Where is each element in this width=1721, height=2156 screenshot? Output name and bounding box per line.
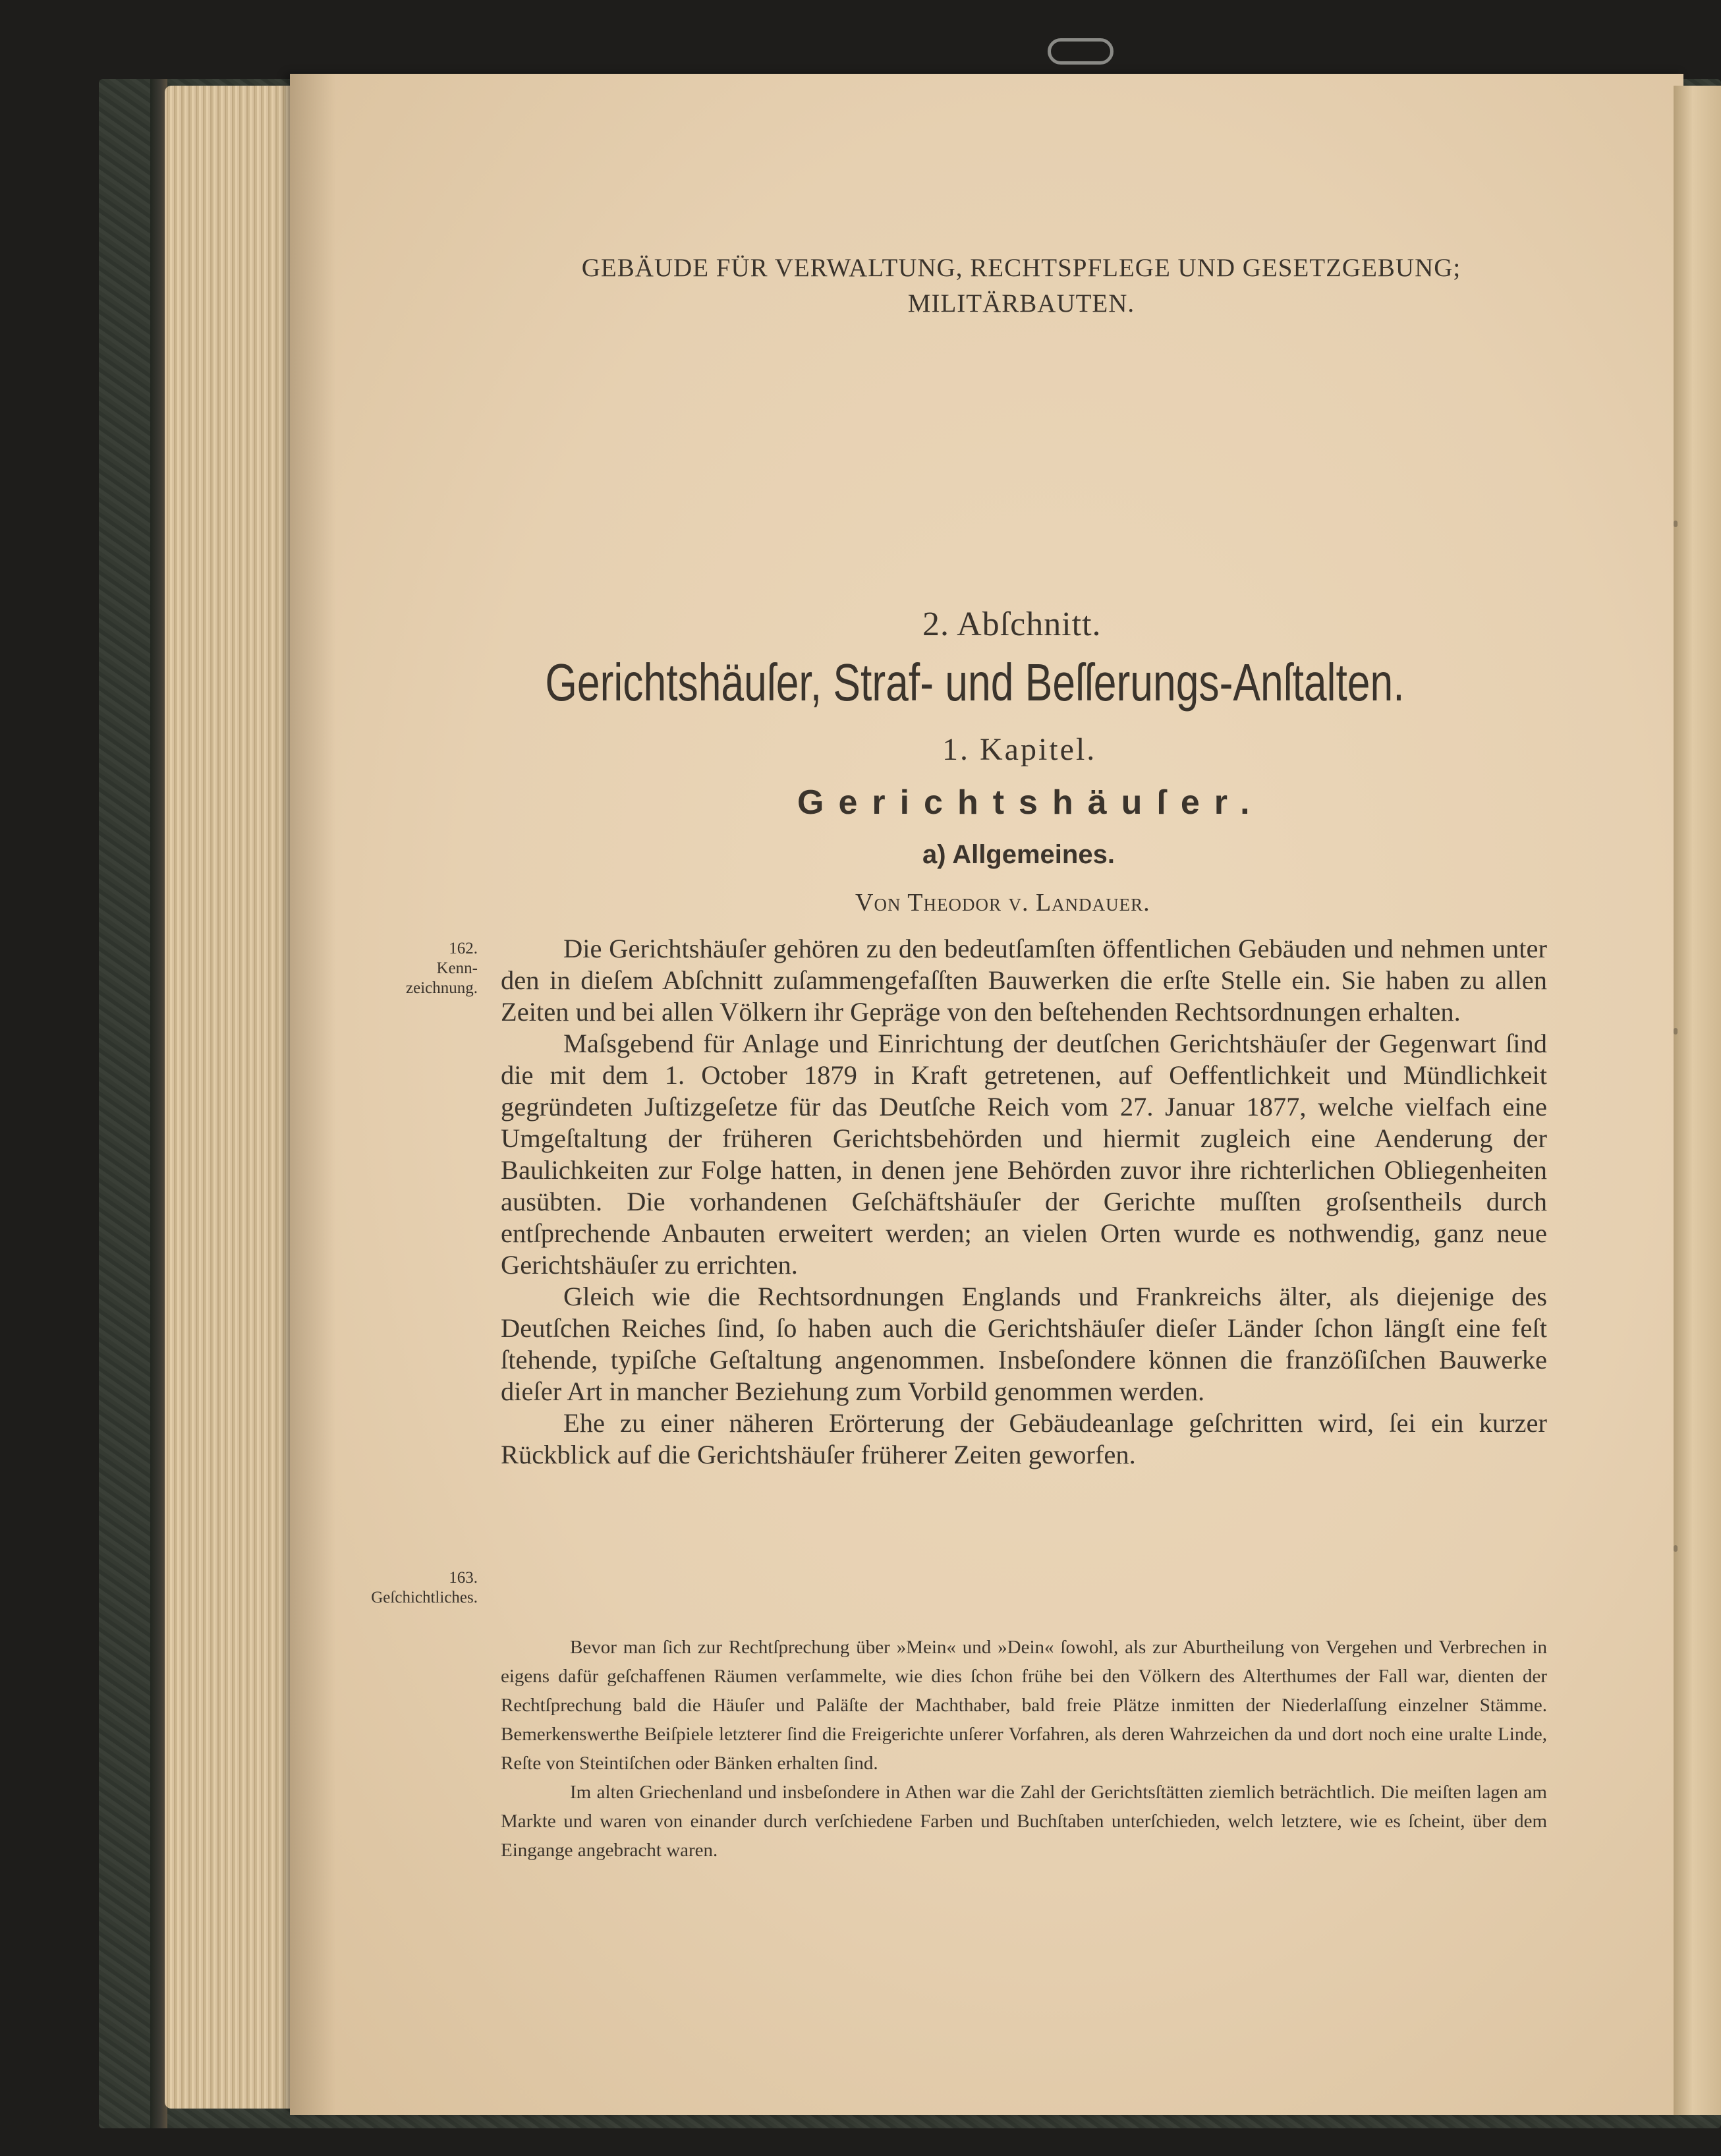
margin-note-number: 162. (449, 940, 478, 957)
page-tab-mark (1674, 1545, 1678, 1552)
body-paragraph: Maſsgebend für Anlage und Einrichtung der deutſchen Gerichtshäuſer der Gegenwart ſind die mit dem 1. October 1879 in Kraft getretenen, auf Oeffentlichkeit und Mündlichkeit gegründeten Juſtizgeſetze für das Deutſche Reich vom 27. Januar 1877, welche vielfach eine Umgeſtaltung der früheren Gerichtsbehörden und hiermit zugleich eine Aenderung der Baulichkeiten zur Folge hatten, in denen jene Behörden zuvor ihre richterlichen Obliegenheiten ausübten. Die vorhandenen Geſchäftshäuſer der Gerichte muſſten groſsentheils durch entſprechende Anbauten erweitert werden; an vielen Orten wurde es nothwendig, ganz neue Gerichtshäuſer zu errichten. (501, 1029, 1547, 1280)
margin-note-line: Kenn- (436, 959, 478, 977)
chapter-title: Gerichtshäuſer. (797, 783, 1264, 822)
margin-note-line: Geſchichtliches. (371, 1589, 478, 1606)
author-line: Von Theodor v. Landauer. (855, 889, 1150, 917)
section-title: Gerichtshäuſer, Straf- und Beſſerungs-Anſtalten. (545, 653, 1405, 712)
margin-note-162 (349, 939, 478, 998)
subsection-title: a) Allgemeines. (922, 840, 1115, 869)
header-line-2: MILITÄRBAUTEN. (907, 289, 1135, 318)
margin-note-163 (329, 1568, 478, 1608)
body-text (501, 933, 1547, 1471)
fine-print-text (501, 1633, 1547, 1865)
chapter-number: 1. Kapitel. (942, 732, 1097, 767)
margin-note-line: zeichnung. (406, 979, 478, 997)
fine-print-paragraph: Bevor man ſich zur Rechtſprechung über »Mein« und »Dein« ſowohl, als zur Aburtheilung von Vergehen und Verbrechen in eigens dafür geſchaffenen Räumen verſammelte, wie dies ſchon frühe bei den Völkern des Alterthumes der Fall war, dienten der Rechtſprechung bald die Häuſer und Paläſte der Machthaber, bald freie Plätze inmitten der Niederlaſſung einzelner Stämme. Bemerkenswerthe Beiſpiele letzterer ſind die Freigerichte unſerer Vorfahren, als deren Wahrzeichen da und dort noch eine uralte Linde, Reſte von Steintiſchen oder Bänken erhalten ſind. (501, 1637, 1547, 1774)
section-number: 2. Abſchnitt. (922, 606, 1102, 643)
page-tab-mark (1674, 521, 1678, 527)
body-paragraph: Gleich wie die Rechtsordnungen Englands und Frankreichs älter, als diejenige des Deutſchen Reiches ſind, ſo haben auch die Gerichtshäuſer dieſer Länder ſchon längſt eine feſt ſtehende, typiſche Geſtaltung angenommen. Insbeſondere können die franzöſiſchen Bauwerke dieſer Art in mancher Beziehung zum Vorbild genommen werden. (501, 1282, 1547, 1406)
fine-print-paragraph: Im alten Griechenland und insbeſondere in Athen war die Zahl der Gerichtsſtätten ziemlich beträchtlich. Die meiſten lagen am Markte und waren von einander durch verſchiedene Farben und Buchſtaben unterſchieden, welch letztere, wie es ſcheint, über dem Eingange angebracht waren. (501, 1782, 1547, 1861)
header-line-1: GEBÄUDE FÜR VERWALTUNG, RECHTSPFLEGE UND GESETZGEBUNG; (581, 254, 1461, 282)
body-paragraph: Die Gerichtshäuſer gehören zu den bedeutſamſten öffentlichen Gebäuden und nehmen unter den in dieſem Abſchnitt zuſammengefaſſten Bauwerken die erſte Stelle ein. Sie haben zu allen Zeiten und bei allen Völkern ihr Gepräge von den beſtehenden Rechtsordnungen erhalten. (501, 934, 1547, 1027)
body-paragraph: Ehe zu einer näheren Erörterung der Gebäudeanlage geſchritten wird, ſei ein kurzer Rückblick auf die Gerichtshäuſer früherer Zeiten geworfen. (501, 1408, 1547, 1469)
page-tab-mark (1674, 1028, 1678, 1035)
margin-note-number: 163. (449, 1569, 478, 1587)
running-header (488, 250, 1555, 322)
